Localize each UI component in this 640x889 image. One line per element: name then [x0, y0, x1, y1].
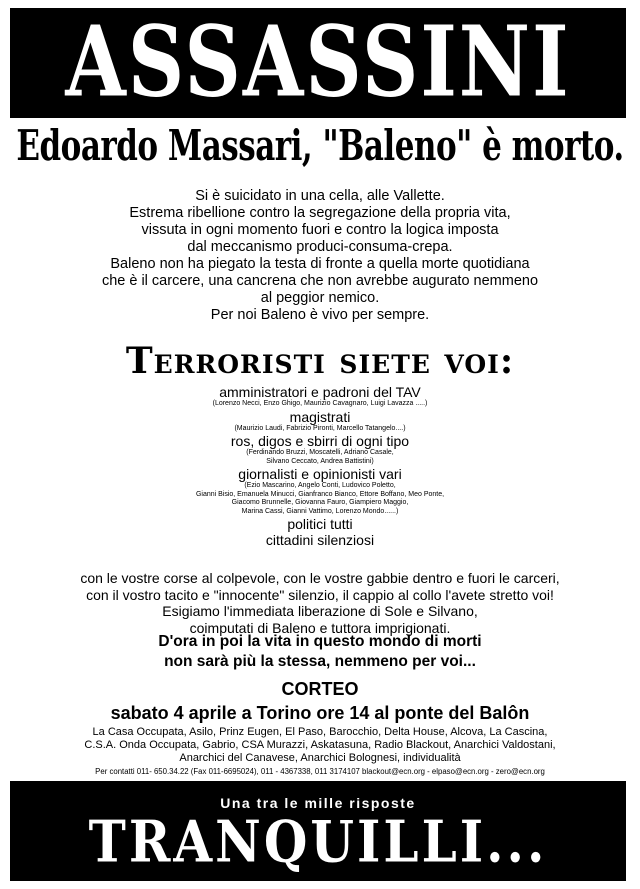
headline-banner — [10, 8, 626, 118]
target-names: (Ferdinando Bruzzi, Moscatelli, Adriano Casale, — [246, 449, 394, 456]
organizers-line: Anarchici del Canavese, Anarchici Bolognesi, individualità — [179, 752, 461, 764]
targets-list — [0, 384, 640, 548]
target-category: ros, digos e sbirri di ogni tipo — [230, 433, 410, 449]
statement-text — [0, 188, 640, 324]
warning-line: non sarà più la stessa, nemmeno per voi... — [164, 653, 476, 670]
target-category: cittadini silenziosi — [265, 532, 375, 548]
target-names: Giacomo Brunnelle, Giovanna Fauro, Giampiero Maggio, — [231, 499, 409, 506]
warning-line: D'ora in poi la vita in questo mondo di morti — [158, 633, 482, 650]
statement-line: vissuta in ogni momento fuori e contro la logica imposta — [141, 222, 499, 238]
statement-line: Per noi Baleno è vivo per sempre. — [210, 307, 430, 323]
warning-text — [0, 632, 640, 672]
target-category: politici tutti — [287, 516, 353, 532]
accusation-line: con le vostre corse al colpevole, con le vostre gabbie dentro e fuori le carceri, — [80, 570, 560, 586]
target-category: giornalisti e opinionisti vari — [238, 466, 402, 482]
target-names: Silvano Ceccato, Andrea Battistini) — [266, 457, 374, 465]
statement-line: Estrema ribellione contro la segregazione della propria vita, — [129, 205, 511, 221]
accusation-line: Esigiamo l'immediata liberazione di Sole e Silvano, — [162, 603, 478, 619]
target-names: Gianni Bisio, Emanuela Minucci, Gianfranco Bianco, Ettore Boffano, Meo Ponte, — [195, 490, 445, 498]
footer-word: TRANQUILLI... — [88, 807, 548, 876]
organizers-line: La Casa Occupata, Asilo, Prinz Eugen, El Paso, Barocchio, Delta House, Alcova, La Cascina, — [92, 726, 548, 738]
footer-tag: Una tra le mille risposte — [220, 795, 416, 811]
target-category: magistrati — [289, 408, 351, 425]
accusation-line: coimputati di Baleno e tuttora imprigionati. — [189, 619, 451, 636]
terror-heading: Terroristi siete voi: — [125, 340, 515, 382]
demo-date: sabato 4 aprile a Torino ore 14 al ponte del Balôn — [110, 703, 530, 723]
target-names: (Ezio Mascarino, Angelo Conti, Ludovico Poletto, — [244, 482, 396, 489]
organizers-line: C.S.A. Onda Occupata, Gabrio, CSA Murazzi, Askatasuna, Radio Blackout, Anarchici Valdostani, — [84, 739, 556, 751]
accusation-line: con il vostro tacito e "innocente" silenzio, il cappio al collo l'avete stretto voi! — [86, 586, 554, 603]
organizers-list — [0, 726, 640, 765]
statement-line: dal meccanismo produci-consuma-crepa. — [187, 239, 453, 255]
target-names: (Maurizio Laudi, Fabrizio Pironti, Marcello Tatangelo....) — [234, 424, 406, 432]
target-names: Marina Cassi, Gianni Vattimo, Lorenzo Mondo......) — [241, 507, 399, 515]
subtitle: Edoardo Massari, "Baleno" è morto. — [16, 122, 624, 171]
statement-line: Si è suicidato in una cella, alle Vallette. — [195, 188, 445, 204]
target-names: (Lorenzo Necci, Enzo Ghigo, Maurizio Cavagnaro, Luigi Lavazza .....) — [212, 400, 428, 407]
statement-line: Baleno non ha piegato la testa di fronte a quella morte quotidiana — [110, 256, 530, 272]
statement-line: al peggior nemico. — [260, 290, 380, 306]
footer-banner — [10, 781, 626, 881]
accusation-text — [0, 570, 640, 636]
headline: ASSASSINI — [65, 8, 571, 118]
contacts-line: Per contatti 011- 650.34.22 (Fax 011-6695024), 011 - 4367338, 011 3174107 blackout@ecn.org - elpaso@ecn.org - zero@ecn.org — [95, 767, 545, 776]
statement-line: che è il carcere, una cancrena che non avrebbe augurato nemmeno — [101, 273, 539, 289]
corteo-label: CORTEO — [281, 679, 359, 699]
target-category: amministratori e padroni del TAV — [219, 384, 421, 400]
